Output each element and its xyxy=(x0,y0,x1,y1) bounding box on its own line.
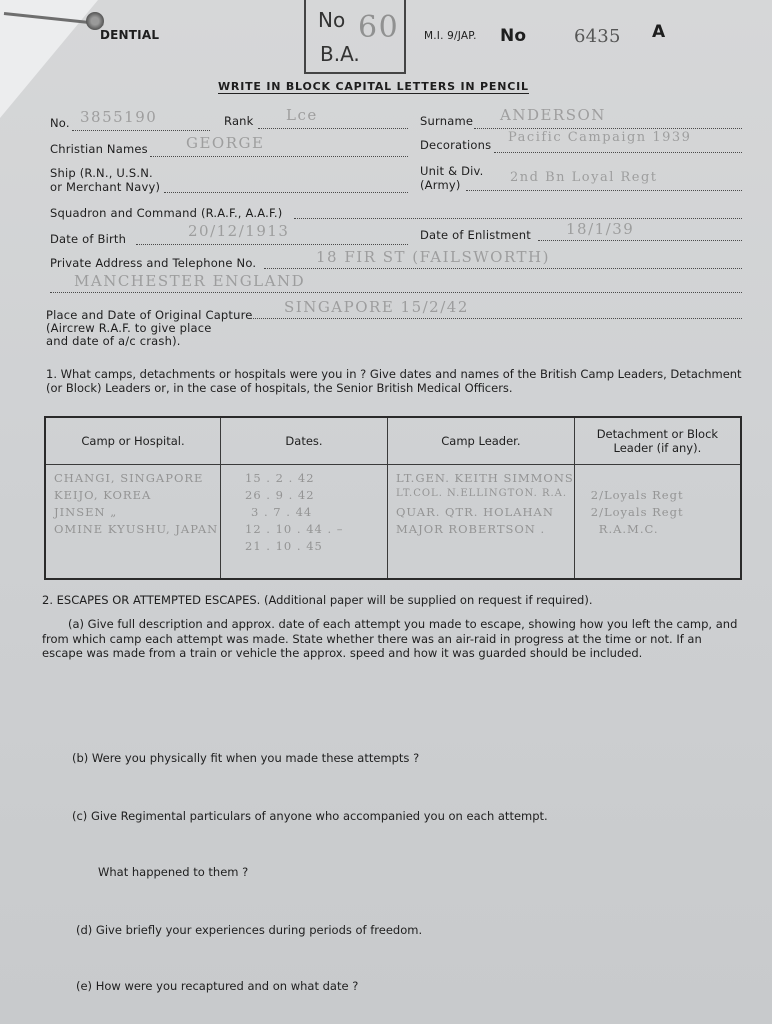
capture-label-line3: and date of a/c crash). xyxy=(46,334,181,348)
unit-label-line2: (Army) xyxy=(420,178,461,192)
rank-value: Lce xyxy=(286,106,318,124)
address-value-line2: MANCHESTER ENGLAND xyxy=(74,272,306,290)
header-detachment: Detachment or Block Leader (if any). xyxy=(574,417,741,465)
detachment-cell: R.A.M.C. xyxy=(598,522,659,536)
date-cell: 15 . 2 . 42 xyxy=(245,471,315,485)
detachment-cell xyxy=(575,471,740,488)
header-dates: Dates. xyxy=(221,417,388,465)
q1-text-line2: (or Block) Leaders or, in the case of hospitals, the Senior British Medical Officers. xyxy=(46,381,513,395)
enlistment-label: Date of Enlistment xyxy=(420,228,532,242)
date-cell: 12 . 10 . 44 . – xyxy=(245,522,344,536)
serial-number: 6435 xyxy=(574,26,621,47)
instruction-heading: WRITE IN BLOCK CAPITAL LETTERS IN PENCIL xyxy=(218,80,529,93)
rank-label: Rank xyxy=(224,114,254,128)
decorations-label: Decorations xyxy=(420,138,492,152)
date-cell: 3 . 7 . 44 xyxy=(251,505,313,519)
stamp-no: No xyxy=(318,8,346,32)
capture-label-line2: (Aircrew R.A.F. to give place xyxy=(46,321,212,335)
serial-suffix: A xyxy=(652,22,666,42)
camp-cell: JINSEN „ xyxy=(54,505,118,519)
ship-label-line1: Ship (R.N., U.S.N. xyxy=(50,166,153,180)
detachment-column xyxy=(574,465,741,580)
surname-value: ANDERSON xyxy=(500,106,606,124)
q2b-text: (b) Were you physically fit when you made these attempts ? xyxy=(72,751,420,765)
camps-table xyxy=(44,416,742,580)
dob-value: 20/12/1913 xyxy=(188,222,290,240)
unit-value: 2nd Bn Loyal Regt xyxy=(510,170,658,185)
q2c-followup: What happened to them ? xyxy=(98,865,249,879)
capture-label-line1: Place and Date of Original Capture xyxy=(46,308,253,322)
address-value-line1: 18 FIR ST (FAILSWORTH) xyxy=(316,248,550,266)
enlistment-value: 18/1/39 xyxy=(566,220,635,238)
decorations-value: Pacific Campaign 1939 xyxy=(508,130,692,145)
detachment-cell: 2/Loyals Regt xyxy=(590,505,684,519)
dates-column xyxy=(221,465,388,580)
stamp-number: 60 xyxy=(358,10,400,45)
leader-column xyxy=(388,465,575,580)
unit-label-line1: Unit & Div. xyxy=(420,164,484,178)
reference: M.I. 9/JAP. xyxy=(424,30,477,42)
leader-cell: LT.COL. N.ELLINGTON. R.A. xyxy=(396,488,568,499)
leader-cell: LT.GEN. KEITH SIMMONS xyxy=(396,471,574,485)
q2a-line1: (a) Give full description and approx. date of each attempt you made to escape, showing how you left the camp, and xyxy=(68,617,738,631)
confidential-label: DENTIAL xyxy=(100,28,160,42)
dob-label: Date of Birth xyxy=(50,232,127,246)
leader-cell: QUAR. QTR. HOLAHAN xyxy=(396,505,554,519)
q1-text-line1: 1. What camps, detachments or hospitals were you in ? Give dates and names of the British Camp Leaders, Detachment xyxy=(46,367,742,381)
detachment-cell: 2/Loyals Regt xyxy=(590,488,684,502)
leader-cell: MAJOR ROBERTSON . xyxy=(396,522,546,536)
surname-label: Surname xyxy=(420,114,474,128)
squadron-label: Squadron and Command (R.A.F., A.A.F.) xyxy=(50,206,283,220)
header-camp: Camp or Hospital. xyxy=(45,417,221,465)
number-label: No xyxy=(500,26,527,46)
stamp-ba: B.A. xyxy=(320,42,360,66)
ship-label-line2: or Merchant Navy) xyxy=(50,180,161,194)
camp-cell: OMINE KYUSHU, JAPAN xyxy=(54,522,219,536)
christian-value: GEORGE xyxy=(186,134,265,152)
date-cell: 26 . 9 . 42 xyxy=(245,488,315,502)
q2c-text: (c) Give Regimental particulars of anyone who accompanied you on each attempt. xyxy=(72,809,548,823)
camp-cell: CHANGI, SINGAPORE xyxy=(54,471,204,485)
christian-label: Christian Names xyxy=(50,142,148,156)
q2e-text: (e) How were you recaptured and on what date ? xyxy=(76,979,359,993)
capture-value: SINGAPORE 15/2/42 xyxy=(284,298,469,316)
camp-cell: KEIJO, KOREA xyxy=(54,488,152,502)
address-label: Private Address and Telephone No. xyxy=(50,256,257,270)
q2d-text: (d) Give briefly your experiences during periods of freedom. xyxy=(76,923,423,937)
no-label: No. xyxy=(50,116,70,130)
date-cell: 21 . 10 . 45 xyxy=(245,539,323,553)
q2-title: 2. ESCAPES OR ATTEMPTED ESCAPES. (Additional paper will be supplied on request if required). xyxy=(42,593,593,607)
q2a-line3: escape was made from a train or vehicle the approx. speed and how it was guarded should be included. xyxy=(42,646,643,660)
no-value: 3855190 xyxy=(80,108,158,126)
header-leader: Camp Leader. xyxy=(388,417,575,465)
camp-column xyxy=(45,465,221,580)
q2a-line2: from which camp each attempt was made. State whether there was an air-raid in progress at the time or not. If an xyxy=(42,632,702,646)
